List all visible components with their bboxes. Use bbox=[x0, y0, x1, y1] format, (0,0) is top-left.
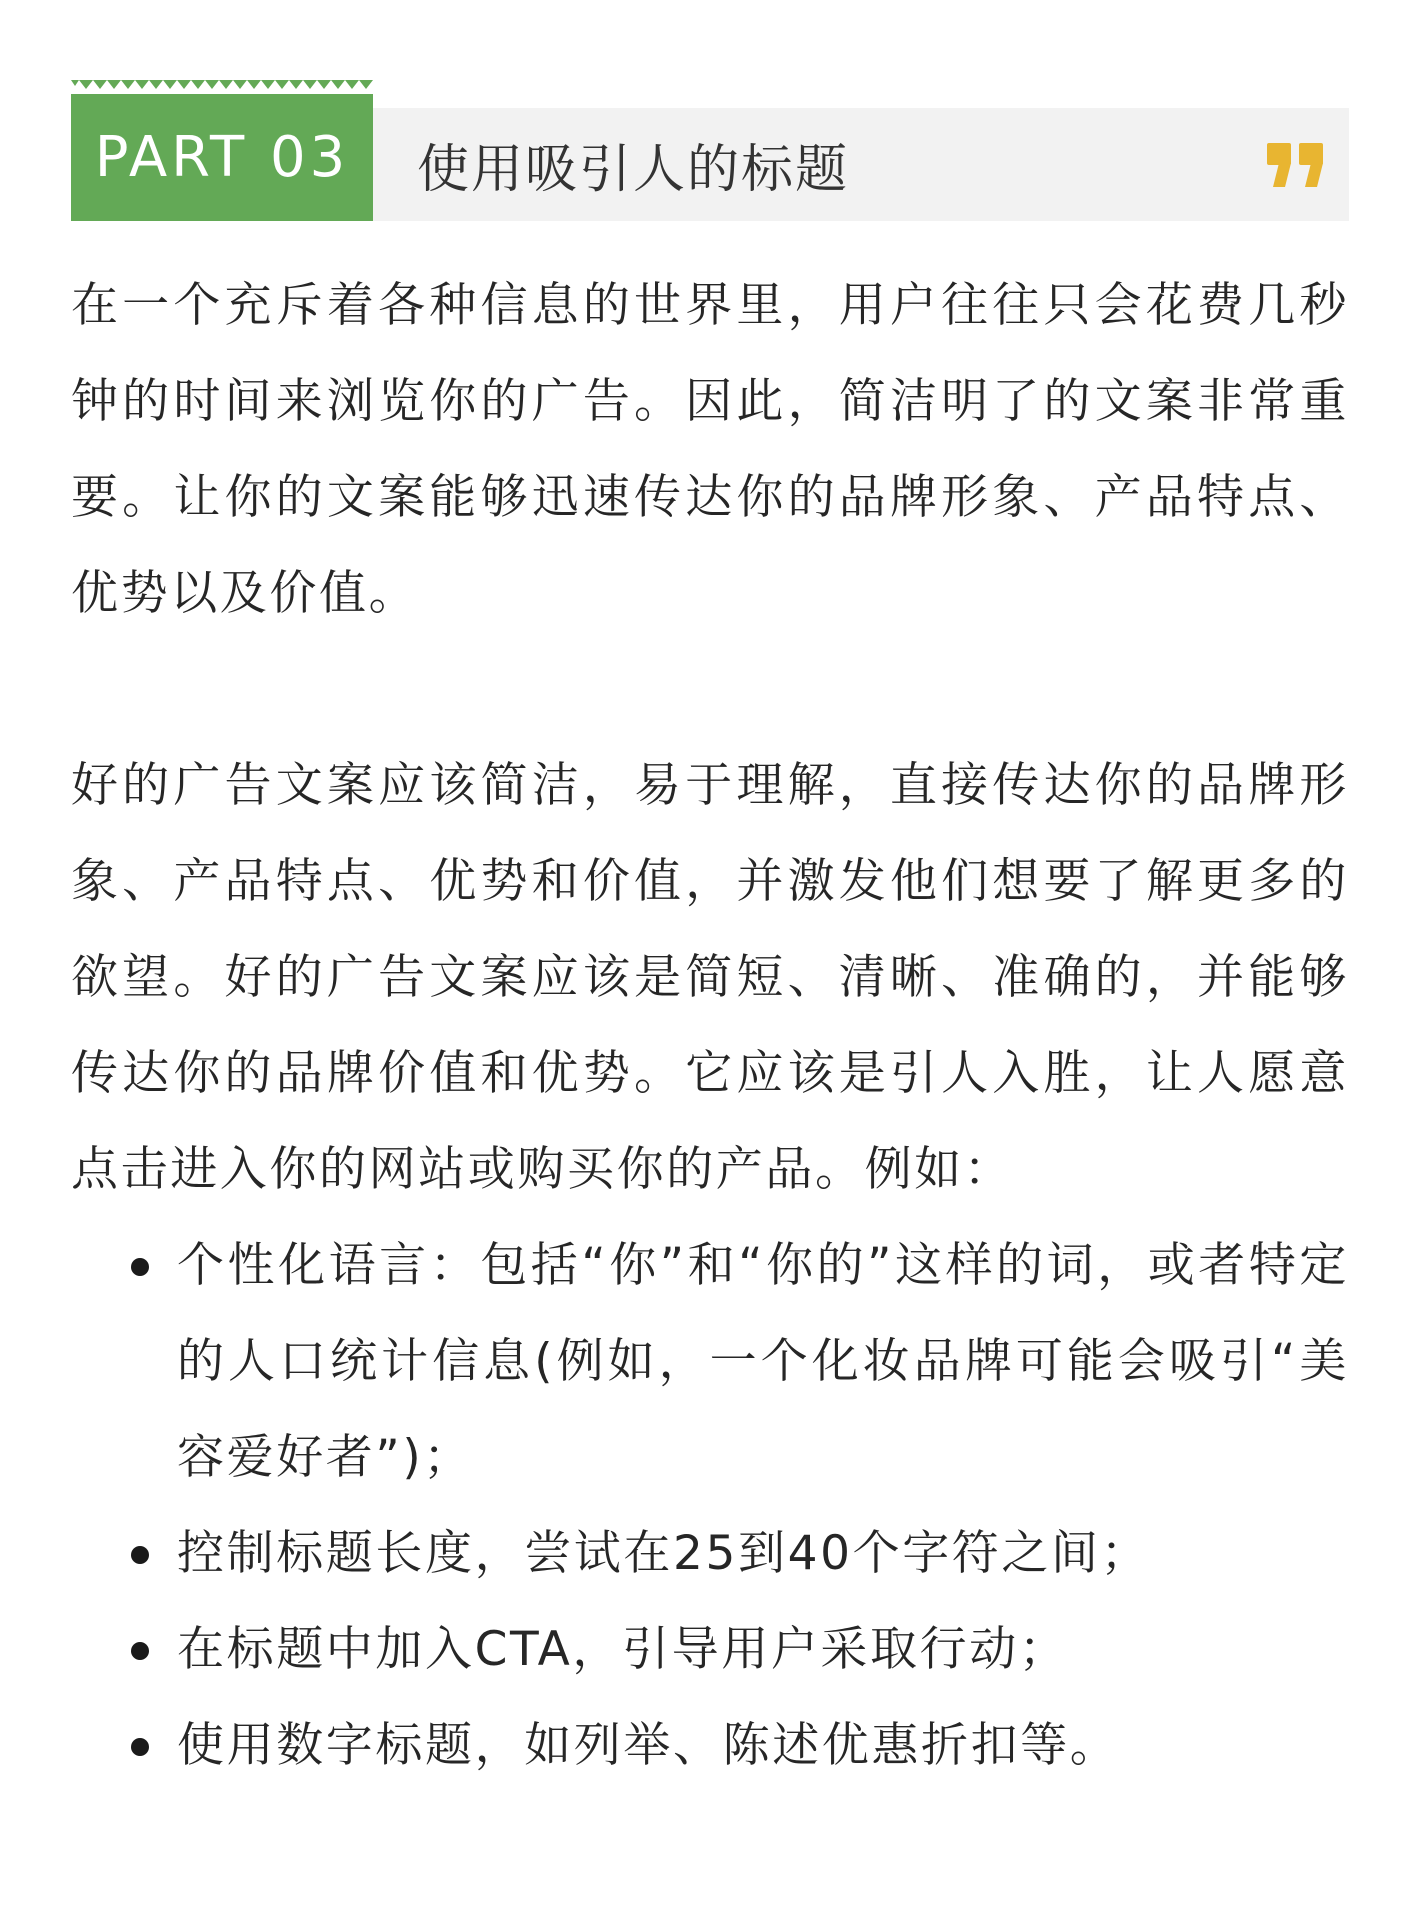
part-badge bbox=[71, 80, 373, 221]
list-item bbox=[71, 1698, 1349, 1794]
bullet-dot-icon bbox=[131, 1546, 149, 1564]
list-item bbox=[71, 1506, 1349, 1602]
part-label: PART 03 bbox=[94, 124, 350, 190]
list-item-text: 控制标题长度，尝试在25到40个字符之间； bbox=[177, 1526, 1151, 1581]
paragraph-intro: 在一个充斥着各种信息的世界里，用户往往只会花费几秒钟的时间来浏览你的广告。因此，简洁明了的文案非常重要。让你的文案能够迅速传达你的品牌形象、产品特点、优势以及价值。 bbox=[71, 278, 1349, 621]
list-item-text: 使用数字标题，如列举、陈述优惠折扣等。 bbox=[177, 1718, 1120, 1773]
list-item bbox=[71, 1218, 1349, 1506]
section-title: 使用吸引人的标题 bbox=[417, 140, 850, 200]
zigzag-edge bbox=[71, 80, 373, 94]
bullet-dot-icon bbox=[131, 1738, 149, 1756]
list-item-text: 在标题中加入CTA，引导用户采取行动； bbox=[177, 1622, 1069, 1677]
bullet-dot-icon bbox=[131, 1258, 149, 1276]
paragraph-main: 好的广告文案应该简洁，易于理解，直接传达你的品牌形象、产品特点、优势和价值，并激发他们想要了解更多的欲望。好的广告文案应该是简短、清晰、准确的，并能够传达你的品牌价值和优势。它应该是引人入胜，让人愿意点击进入你的网站或购买你的产品。例如： bbox=[71, 758, 1349, 1197]
title-bar bbox=[373, 108, 1349, 221]
article-body bbox=[71, 258, 1349, 1794]
tips-list bbox=[71, 1218, 1349, 1794]
list-item-text: 个性化语言：包括“你”和“你的”这样的词，或者特定的人口统计信息(例如，一个化妆品牌可能会吸引“美容爱好者”)； bbox=[177, 1238, 1349, 1485]
list-item bbox=[71, 1602, 1349, 1698]
closing-quote-icon bbox=[1265, 141, 1327, 189]
bullet-dot-icon bbox=[131, 1642, 149, 1660]
section-header bbox=[71, 80, 1349, 221]
paragraph-spacer bbox=[71, 642, 1349, 738]
